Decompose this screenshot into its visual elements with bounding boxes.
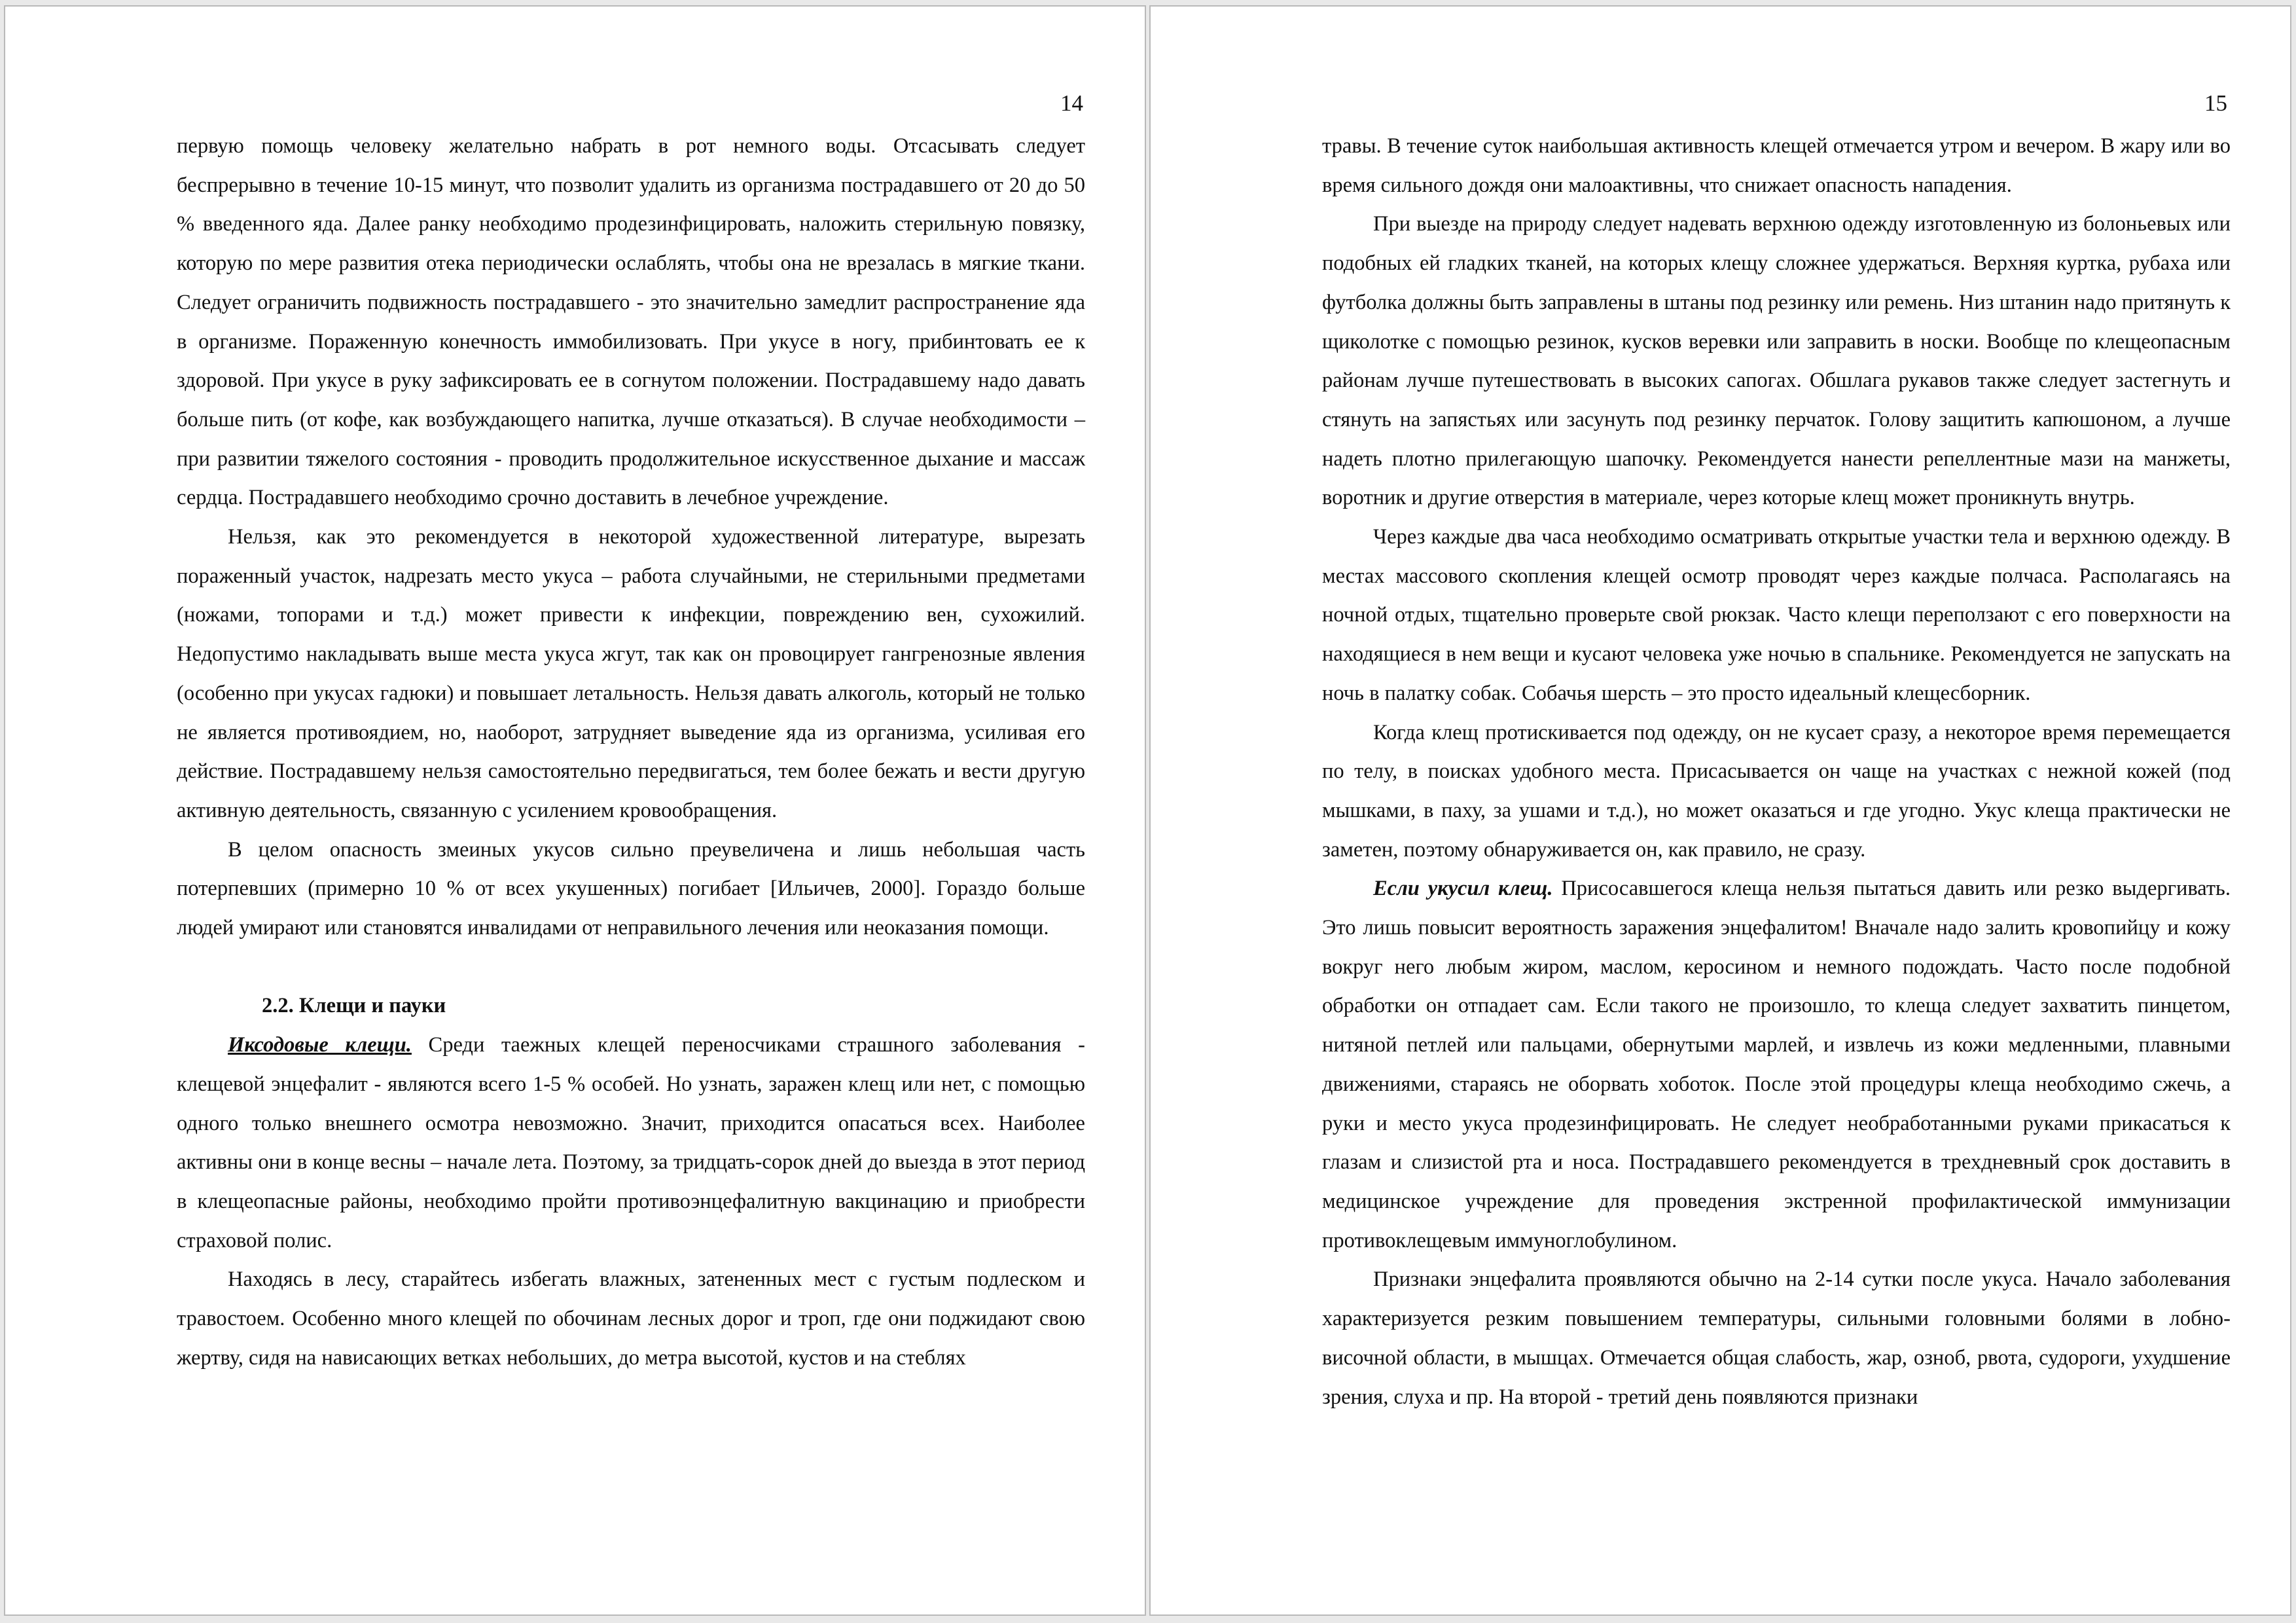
paragraph-lead: Иксодовые клещи. [228, 1033, 412, 1057]
paragraph-body: Присосавшегося клеща нельзя пытаться давить или резко выдергивать. Это лишь повысит вероятность заражения энцефалитом! Вначале надо залить кровопийцу и кожу вокруг него любым жиром, маслом, керосином и немного подождать. Часто после подобной обработки он отпадает сам. Если такого не произошло, то клеща следует захватить пинцетом, нитяной петлей или пальцами, обернутыми марлей, и извлечь из кожи медленными, плавными движениями, стараясь не оборвать хоботок. После этой процедуры клеща необходимо сжечь, а руки и место укуса продезинфицировать. Не следует необработанными руками прикасаться к глазам и слизистой рта и носа. Пострадавшего рекомендуется в трехдневный срок доставить в медицинское учреждение для проведения экстренной профилактической иммунизации противоклещевым иммуноглобулином. [1322, 877, 2231, 1252]
paragraph: Когда клещ протискивается под одежду, он не кусает сразу, а некоторое время перемещается по телу, в поисках удобного места. Присасывается он чаще на участках с нежной кожей (под мышками, в паху, за ушами и т.д.), но может оказаться и где угодно. Укус клеща практически не заметен, поэтому обнаруживается он, как правило, не сразу. [1322, 720, 2231, 862]
page-text [177, 127, 1085, 1377]
paragraph-lead: Если укусил клещ. [1373, 877, 1553, 901]
page-text [1322, 127, 2231, 1417]
paragraph: При выезде на природу следует надевать верхнюю одежду изготовленную из болоньевых или подобных ей гладких тканей, на которых клещу сложнее удержаться. Верхняя куртка, рубаха или футболка должны быть заправлены в штаны под резинку или ремень. Низ штанин надо притянуть к щиколотке с помощью резинок, кусков веревки или заправить в носки. Вообще по клещеопасным районам лучше путешествовать в высоких сапогах. Обшлага рукавов также следует застегнуть и стянуть на запястьях или засунуть под резинку перчаток. Голову защитить капюшоном, а лучше надеть плотно прилегающую шапочку. Рекомендуется нанести репеллентные мази на манжеты, воротник и другие отверстия в материале, через которые клещ может проникнуть внутрь. [1322, 212, 2231, 510]
paragraph: первую помощь человеку желательно набрать в рот немного воды. Отсасывать следует беспрерывно в течение 10-15 минут, что позволит удалить из организма пострадавшего от 20 до 50 % введенного яда. Далее ранку необходимо продезинфицировать, наложить стерильную повязку, которую по мере развития отека периодически ослаблять, чтобы она не врезалась в мягкие ткани. Следует ограничить подвижность пострадавшего - это значительно замедлит распространение яда в организме. Пораженную конечность иммобилизовать. При укусе в ногу, прибинтовать ее к здоровой. При укусе в руку зафиксировать ее в согнутом положении. Пострадавшему надо давать больше пить (от кофе, как возбуждающего напитка, лучше отказаться). В случае необходимости – при развитии тяжелого состояния - проводить продолжительное искусственное дыхание и массаж сердца. Пострадавшего необходимо срочно доставить в лечебное учреждение. [177, 134, 1085, 510]
page-right [1149, 5, 2291, 1616]
spacer [177, 948, 1085, 987]
page-number: 15 [2204, 90, 2227, 116]
page-number: 14 [1060, 90, 1083, 116]
paragraph: В целом опасность змеиных укусов сильно преувеличена и лишь небольшая часть потерпевших (примерно 10 % от всех укушенных) погибает [Ильичев, 2000]. Гораздо больше людей умирают или становятся инвалидами от неправильного лечения или неоказания помощи. [177, 837, 1085, 940]
paragraph: Находясь в лесу, старайтесь избегать влажных, затененных мест с густым подлеском и травостоем. Особенно много клещей по обочинам лесных дорог и троп, где они поджидают свою жертву, сидя на нависающих ветках небольших, до метра высотой, кустов и на стеблях [177, 1267, 1085, 1370]
paragraph-body: Среди таежных клещей переносчиками страшного заболевания - клещевой энцефалит - являются всего 1-5 % особей. Но узнать, заражен клещ или нет, с помощью одного только внешнего осмотра невозможно. Значит, приходится опасаться всех. Наиболее активны они в конце весны – начале лета. Поэтому, за тридцать-сорок дней до выезда в этот период в клещеопасные районы, необходимо пройти противоэнцефалитную вакцинацию и приобрести страховой полис. [177, 1033, 1086, 1252]
paragraph: травы. В течение суток наибольшая активность клещей отмечается утром и вечером. В жару или во время сильного дождя они малоактивны, что снижает опасность нападения. [1322, 134, 2231, 197]
paragraph: Признаки энцефалита проявляются обычно на 2-14 сутки после укуса. Начало заболевания характеризуется резким повышением температуры, сильными головными болями в лобно-височной области, в мышцах. Отмечается общая слабость, жар, озноб, рвота, судороги, ухудшение зрения, слуха и пр. На второй - третий день появляются признаки [1322, 1267, 2231, 1409]
paragraph [177, 1026, 1085, 1260]
paragraph [1322, 869, 2231, 1260]
paragraph: Нельзя, как это рекомендуется в некоторой художественной литературе, вырезать пораженный участок, надрезать место укуса – работа случайными, не стерильными предметами (ножами, топорами и т.д.) может привести к инфекции, повреждению вен, сухожилий. Недопустимо накладывать выше места укуса жгут, так как он провоцирует гангренозные явления (особенно при укусах гадюки) и повышает летальность. Нельзя давать алкоголь, который не только не является противоядием, но, наоборот, затрудняет выведение яда из организма, усиливая его действие. Пострадавшему нельзя самостоятельно передвигаться, тем более бежать и вести другую активную деятельность, связанную с усилением кровообращения. [177, 525, 1085, 822]
section-heading: 2.2. Клещи и пауки [262, 994, 446, 1018]
paragraph: Через каждые два часа необходимо осматривать открытые участки тела и верхнюю одежду. В местах массового скопления клещей осмотр проводят через каждые полчаса. Располагаясь на ночной отдых, тщательно проверьте свой рюкзак. Часто клещи переползают с его поверхности на находящиеся в нем вещи и кусают человека уже ночью в спальнике. Рекомендуется не запускать на ночь в палатку собак. Собачья шерсть – это просто идеальный клещесборник. [1322, 525, 2231, 705]
page-left [4, 5, 1146, 1616]
